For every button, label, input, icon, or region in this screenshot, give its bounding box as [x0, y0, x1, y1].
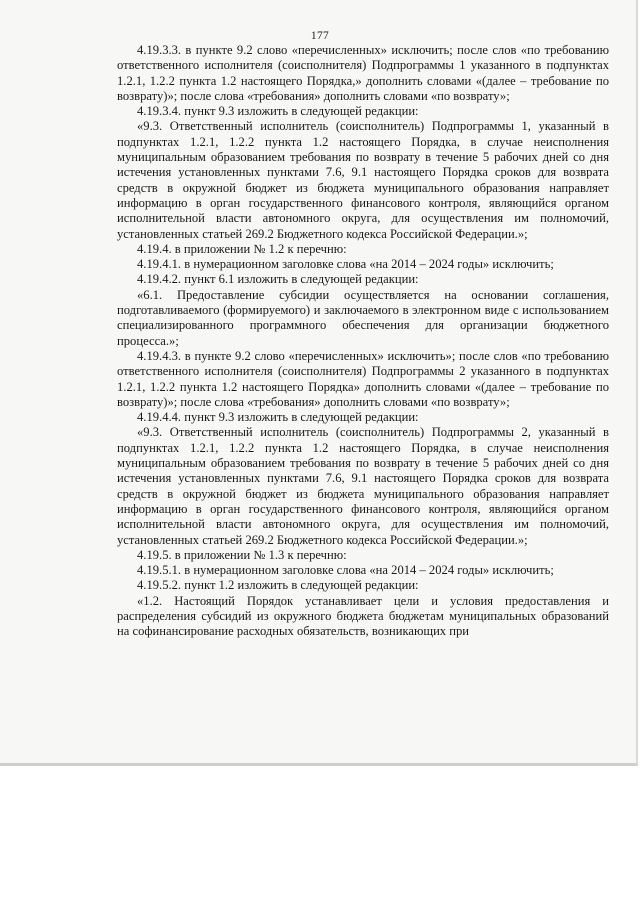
paragraph-4-19-4-3: 4.19.4.3. в пункте 9.2 слово «перечисленных» исключить»; после слов «по требованию ответственного исполнителя (соисполнителя) Подпрограммы 2 указанного в подпунктах 1.2.1, 1.2.2 пункта 1.2 настоящего Порядка» дополнить словами «(далее – требование по возврату)»; после слова «требования» дополнить словами «по возврату»; [117, 348, 609, 409]
paragraph-4-19-4: 4.19.4. в приложении № 1.2 к перечню: [137, 241, 347, 256]
document-body [117, 43, 609, 640]
page-number: 177 [310, 30, 330, 42]
paragraph-4-19-4-1: 4.19.4.1. в нумерационном заголовке слова «на 2014 – 2024 годы» исключить; [137, 257, 554, 272]
paragraph-4-19-4-4: 4.19.4.4. пункт 9.3 изложить в следующей редакции: [137, 410, 419, 425]
quote-paragraph-9-3-program-2: «9.3. Ответственный исполнитель (соисполнитель) Подпрограммы 2, указанный в подпунктах 1.2.1, 1.2.2 пункта 1.2 настоящего Порядка, в случае неисполнения муниципальным образованием требования по возврату в течение 5 рабочих дней со дня истечения установленных пунктами 7.6, 9.1 настоящего Порядка сроков для возврата средств в окружной бюджет из бюджета муниципального образования направляет информацию в орган государственного финансового контроля, являющийся органом исполнительной власти автономного округа, для осуществления им полномочий, установленных статьей 269.2 Бюджетного кодекса Российской Федерации.»; [117, 425, 609, 547]
paragraph-4-19-5: 4.19.5. в приложении № 1.3 к перечню: [137, 547, 347, 562]
paragraph-4-19-5-2: 4.19.5.2. пункт 1.2 изложить в следующей редакции: [137, 578, 419, 593]
quote-paragraph-1-2: «1.2. Настоящий Порядок устанавливает цели и условия предоставления и распределения субсидий из окружного бюджета бюджетам муниципальных образований на софинансирование расходных обязательств, возникающих при [117, 593, 609, 639]
paragraph-4-19-3-3: 4.19.3.3. в пункте 9.2 слово «перечисленных» исключить; после слов «по требованию ответственного исполнителя (соисполнителя) Подпрограммы 1 указанного в подпунктах 1.2.1, 1.2.2 пункта 1.2 настоящего Порядка,» дополнить словами «(далее – требование по возврату)»; после слова «требования» дополнить словами «по возврату»; [117, 43, 609, 103]
paragraph-4-19-4-2: 4.19.4.2. пункт 6.1 изложить в следующей редакции: [137, 272, 419, 287]
paragraph-4-19-3-4: 4.19.3.4. пункт 9.3 изложить в следующей редакции: [137, 104, 419, 119]
quote-paragraph-6-1: «6.1. Предоставление субсидии осуществляется на основании соглашения, подготавливаемого (формируемого) и заключаемого в электронном виде с использованием специализированного программного обеспечения для организации бюджетного процесса.»; [117, 287, 609, 348]
paragraph-4-19-5-1: 4.19.5.1. в нумерационном заголовке слова «на 2014 – 2024 годы» исключить; [137, 563, 554, 578]
quote-paragraph-9-3-program-1: «9.3. Ответственный исполнитель (соисполнитель) Подпрограммы 1, указанный в подпунктах 1.2.1, 1.2.2 пункта 1.2 настоящего Порядка, в случае неисполнения муниципальным образованием требования по возврату в течение 5 рабочих дней со дня истечения установленных пунктами 7.6, 9.1 настоящего Порядка сроков для возврата средств в окружной бюджет из бюджета муниципального образования направляет информацию в орган государственного финансового контроля, являющийся органом исполнительной власти автономного округа, для осуществления им полномочий, установленных статьей 269.2 Бюджетного кодекса Российской Федерации.»; [117, 119, 609, 241]
